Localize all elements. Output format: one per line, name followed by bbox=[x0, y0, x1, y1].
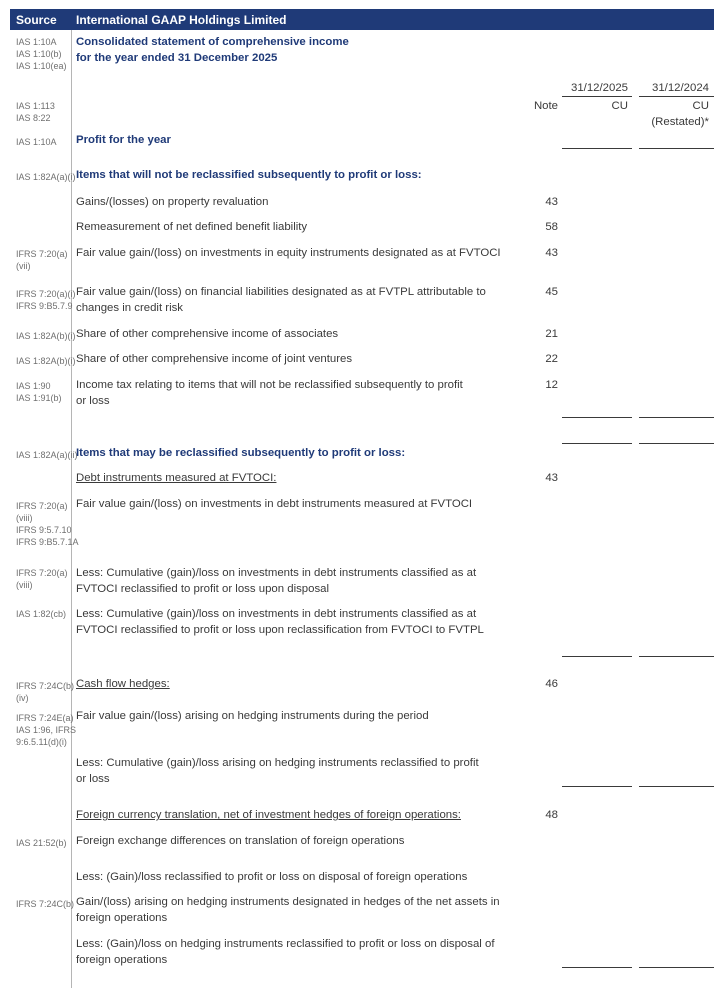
row-note: 58 bbox=[545, 221, 558, 233]
subtotal-rule bbox=[639, 967, 714, 968]
subtotal-rule bbox=[562, 148, 632, 149]
subtotal-rule bbox=[639, 148, 714, 149]
subtotal-rule bbox=[639, 786, 714, 787]
row-source: IAS 1:82(cb) bbox=[16, 609, 67, 619]
row-label: Gains/(losses) on property revaluation bbox=[76, 196, 269, 208]
columns-source: IAS 1:113 IAS 8:22 bbox=[16, 101, 55, 123]
row-source: IAS 1:82A(b)(i) bbox=[16, 331, 76, 341]
row-source: IFRS 7:20(a) (vii) bbox=[16, 249, 68, 271]
row-label: Share of other comprehensive income of joint ventures bbox=[76, 353, 353, 365]
subtotal-rule bbox=[639, 417, 714, 418]
row-note: 12 bbox=[545, 379, 558, 391]
row-source: IAS 1:82A(a)(i) bbox=[16, 172, 76, 182]
row-source: IAS 1:10A bbox=[16, 137, 57, 147]
subtotal-rule bbox=[562, 417, 632, 418]
section-heading: Items that may be reclassified subsequently to profit or loss: bbox=[76, 447, 406, 459]
row-source: IFRS 7:24E(a) IAS 1:96, IFRS 9:6.5.11(d)(i) bbox=[16, 713, 77, 747]
year2-heading: 31/12/2024 bbox=[651, 82, 709, 94]
row-source: IFRS 7:24C(b) bbox=[16, 899, 75, 909]
row-label: Less: Cumulative (gain)/loss arising on hedging instruments reclassified to profit or loss bbox=[76, 757, 479, 785]
heading-rule-1 bbox=[562, 96, 632, 97]
row-source: IFRS 7:20(a) (viii) bbox=[16, 568, 68, 590]
row-source: IFRS 7:20(a) (viii) IFRS 9:5.7.10 IFRS 9:B5.7.1A bbox=[16, 501, 79, 547]
subtotal-rule bbox=[562, 656, 632, 657]
row-label: Income tax relating to items that will not be reclassified subsequently to profit or loss bbox=[76, 379, 463, 407]
row-note: 21 bbox=[545, 328, 558, 340]
subtotal-rule bbox=[562, 443, 632, 444]
year1-unit: CU bbox=[611, 100, 628, 112]
year2-restated: (Restated)* bbox=[651, 116, 709, 128]
row-label: Fair value gain/(loss) arising on hedging instruments during the period bbox=[76, 710, 429, 722]
row-source: IAS 1:82A(a)(ii) bbox=[16, 450, 78, 460]
subtotal-rule bbox=[562, 967, 632, 968]
row-source: IAS 1:82A(b)(i) bbox=[16, 356, 76, 366]
source-column-label: Source bbox=[16, 13, 57, 27]
company-name: International GAAP Holdings Limited bbox=[76, 13, 287, 27]
subsection-heading: Foreign currency translation, net of investment hedges of foreign operations: bbox=[76, 809, 461, 821]
subsection-heading: Debt instruments measured at FVTOCI: bbox=[76, 472, 277, 484]
row-label: Fair value gain/(loss) on investments in debt instruments measured at FVTOCI bbox=[76, 498, 473, 510]
year1-heading: 31/12/2025 bbox=[570, 82, 628, 94]
row-source: IFRS 7:20(a)(i) IFRS 9:B5.7.9 bbox=[16, 289, 76, 311]
section-heading: Items that will not be reclassified subsequently to profit or loss: bbox=[76, 169, 422, 181]
row-note: 46 bbox=[545, 678, 558, 690]
subsection-heading: Cash flow hedges: bbox=[76, 678, 170, 690]
subtotal-rule bbox=[639, 443, 714, 444]
row-note: 45 bbox=[545, 286, 558, 298]
row-note: 43 bbox=[545, 247, 558, 259]
row-label: Less: Cumulative (gain)/loss on investments in debt instruments classified as at FVTOCI reclassified to profit or loss upon reclassification from FVTOCI to FVTPL bbox=[76, 608, 484, 636]
statement-title: Consolidated statement of comprehensive income for the year ended 31 December 2025 bbox=[76, 36, 349, 64]
year2-unit: CU bbox=[692, 100, 709, 112]
note-heading: Note bbox=[533, 100, 558, 112]
row-label: Share of other comprehensive income of associates bbox=[76, 328, 339, 340]
header-bar bbox=[10, 9, 714, 30]
row-label: Remeasurement of net defined benefit liability bbox=[76, 221, 308, 233]
row-label: Gain/(loss) arising on hedging instruments designated in hedges of the net assets in foreign operations bbox=[76, 896, 500, 924]
title-source: IAS 1:10A IAS 1:10(b) IAS 1:10(ea) bbox=[16, 37, 67, 71]
row-label: Less: (Gain)/loss on hedging instruments reclassified to profit or loss on disposal of foreign operations bbox=[76, 938, 495, 966]
row-label: Fair value gain/(loss) on financial liabilities designated as at FVTPL attributable to changes in credit risk bbox=[76, 286, 486, 314]
row-note: 43 bbox=[545, 196, 558, 208]
row-label: Foreign exchange differences on translation of foreign operations bbox=[76, 835, 405, 847]
row-note: 43 bbox=[545, 472, 558, 484]
row-source: IAS 1:90 IAS 1:91(b) bbox=[16, 381, 62, 403]
heading-rule-2 bbox=[639, 96, 714, 97]
row-source: IFRS 7:24C(b) (iv) bbox=[16, 681, 75, 703]
row-label: Profit for the year bbox=[76, 134, 171, 146]
row-label: Fair value gain/(loss) on investments in equity instruments designated as at FVTOCI bbox=[76, 247, 501, 259]
subtotal-rule bbox=[562, 786, 632, 787]
row-label: Less: (Gain)/loss reclassified to profit or loss on disposal of foreign operations bbox=[76, 871, 468, 883]
row-label: Less: Cumulative (gain)/loss on investments in debt instruments classified as at FVTOCI reclassified to profit or loss upon disposal bbox=[76, 567, 477, 595]
row-note: 22 bbox=[545, 353, 558, 365]
row-source: IAS 21:52(b) bbox=[16, 838, 67, 848]
subtotal-rule bbox=[639, 656, 714, 657]
row-note: 48 bbox=[545, 809, 558, 821]
